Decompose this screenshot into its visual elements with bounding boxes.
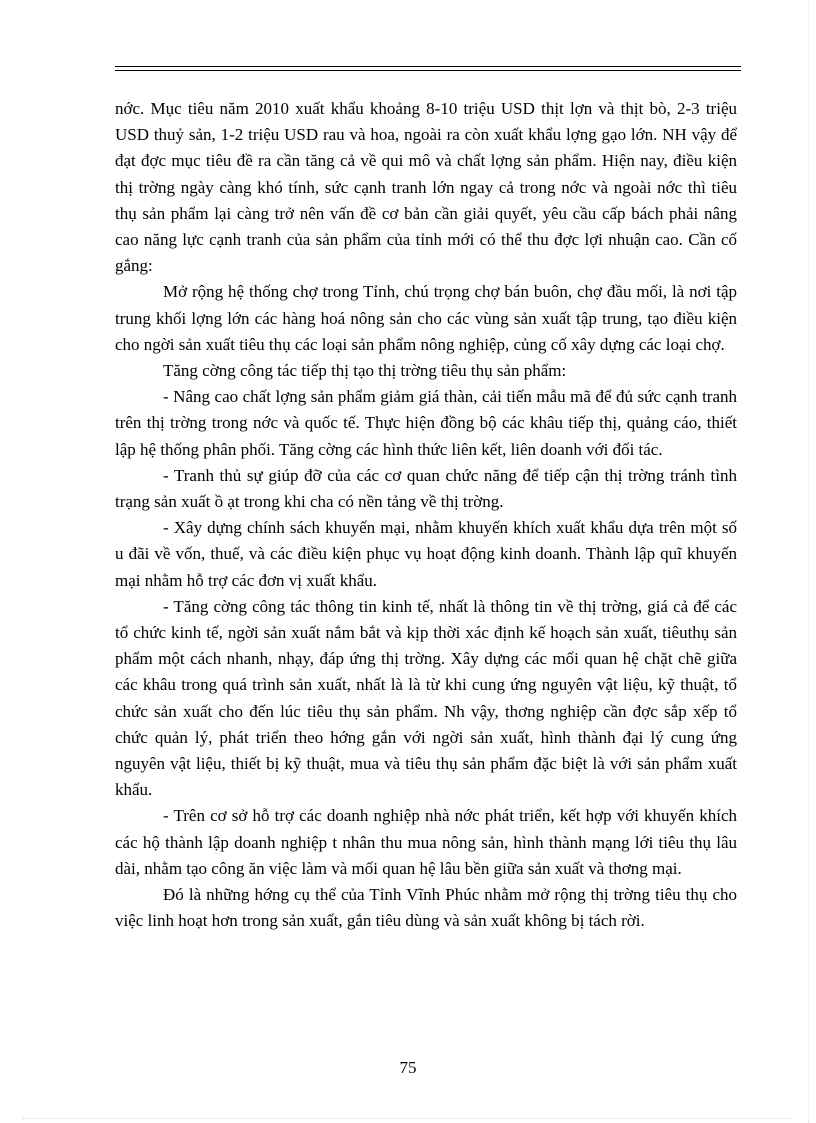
paragraph-promotion-policy: - Xây dựng chính sách khuyến mại, nhằm khuyến khích xuất khẩu dựa trên một số u đãi về vốn, thuế, và các điều kiện phục vụ hoạt động kinh doanh. Thành lập quĩ khuyến mại nhằm hỗ trợ các đơn vị xuất khẩu. xyxy=(115,518,737,590)
paragraph-enterprise-support: - Trên cơ sở hỗ trợ các doanh nghiệp nhà nớc phát triển, kết hợp với khuyến khích các hộ thành lập doanh nghiệp t nhân thu mua nông sản, hình thành mạng lới tiêu thụ lâu dài, nhằm tạo công ăn việc làm và mối quan hệ lâu bền giữa sản xuất và thơng mại. xyxy=(115,806,737,878)
paragraph-economic-info: - Tăng cờng công tác thông tin kinh tế, nhất là thông tin về thị trờng, giá cả để các tổ chức kinh tế, ngời sản xuất nắm bắt và kịp thời xác định kế hoạch sản xuất, tiêuthụ sản phẩm một cách nhanh, nhạy, đáp ứng thị trờng. Xây dựng các mối quan hệ chặt chẽ giữa các khâu trong quá trình sản xuất, nhất là là từ khi cung ứng nguyên vật liệu, kỹ thuật, tổ chức sản xuất cho đến lúc tiêu thụ sản phẩm. Nh vậy, thơng nghiệp cần đợc sắp xếp tổ chức quản lý, phát triển theo hớng gắn với ngời sản xuất, hình thành đại lý cung ứng nguyên vật liệu, thiết bị kỹ thuật, mua và tiêu thụ sản phẩm đặc biệt là với sản phẩm xuất khẩu. xyxy=(115,596,737,800)
page-number: 75 xyxy=(399,1058,417,1077)
paragraph-intro: nớc. Mục tiêu năm 2010 xuất khẩu khoảng 8-10 triệu USD thịt lợn và thịt bò, 2-3 triệu USD thuỷ sản, 1-2 triệu USD rau và hoa, ngoài ra còn xuất khẩu lợng gạo lớn. NH vậy để đạt đợc mục tiêu đề ra cần tăng cả về qui mô và chất lợng sản phẩm. Hiện nay, điều kiện thị trờng ngày càng khó tính, sức cạnh tranh lớn ngay cả trong nớc và ngoài nớc thì tiêu thụ sản phẩm lại càng trở nên vấn đề cơ bản cần giải quyết, yêu cầu cấp bách phải nâng cao năng lực cạnh tranh của sản phẩm của tỉnh mới có thể thu đợc lợi nhuận cao. Cần cố gắng: xyxy=(115,99,737,276)
paragraph-marketing-heading: Tăng cờng công tác tiếp thị tạo thị trờng tiêu thụ sản phẩm: xyxy=(163,361,567,381)
paragraph-agency-support: - Tranh thủ sự giúp đỡ của các cơ quan chức năng để tiếp cận thị trờng tránh tình trạng sản xuất ồ ạt trong khi cha có nền tảng về thị trờng. xyxy=(115,465,737,512)
paragraph-conclusion: Đó là những hớng cụ thể của Tỉnh Vĩnh Phúc nhằm mở rộng thị trờng tiêu thụ cho việc linh hoạt hơn trong sản xuất, gắn tiêu dùng và sản xuất không bị tách rời. xyxy=(115,885,737,931)
header-rule-thick xyxy=(115,66,741,67)
paragraph-quality: - Nâng cao chất lợng sản phẩm giảm giá thàn, cải tiến mẫu mã để đủ sức cạnh tranh trên thị trờng trong nớc và quốc tế. Thực hiện đồng bộ các khâu tiếp thị, quảng cáo, thiết lập hệ thống phân phối. Tăng cờng các hình thức liên kết, liên doanh với đối tác. xyxy=(115,387,737,459)
document-body xyxy=(115,96,737,935)
page-right-border xyxy=(808,0,809,1123)
page-bottom-border xyxy=(22,1118,794,1119)
header-rule-thin xyxy=(115,70,741,71)
paragraph-market-system: Mở rộng hệ thống chợ trong Tỉnh, chú trọng chợ bán buôn, chợ đầu mối, là nơi tập trung khối lợng lớn các hàng hoá nông sản cho các vùng sản xuất tập trung, tạo điều kiện cho ngời sản xuất tiêu thụ các loại sản phẩm nông nghiệp, củng cố xây dựng các loại chợ. xyxy=(115,282,737,354)
